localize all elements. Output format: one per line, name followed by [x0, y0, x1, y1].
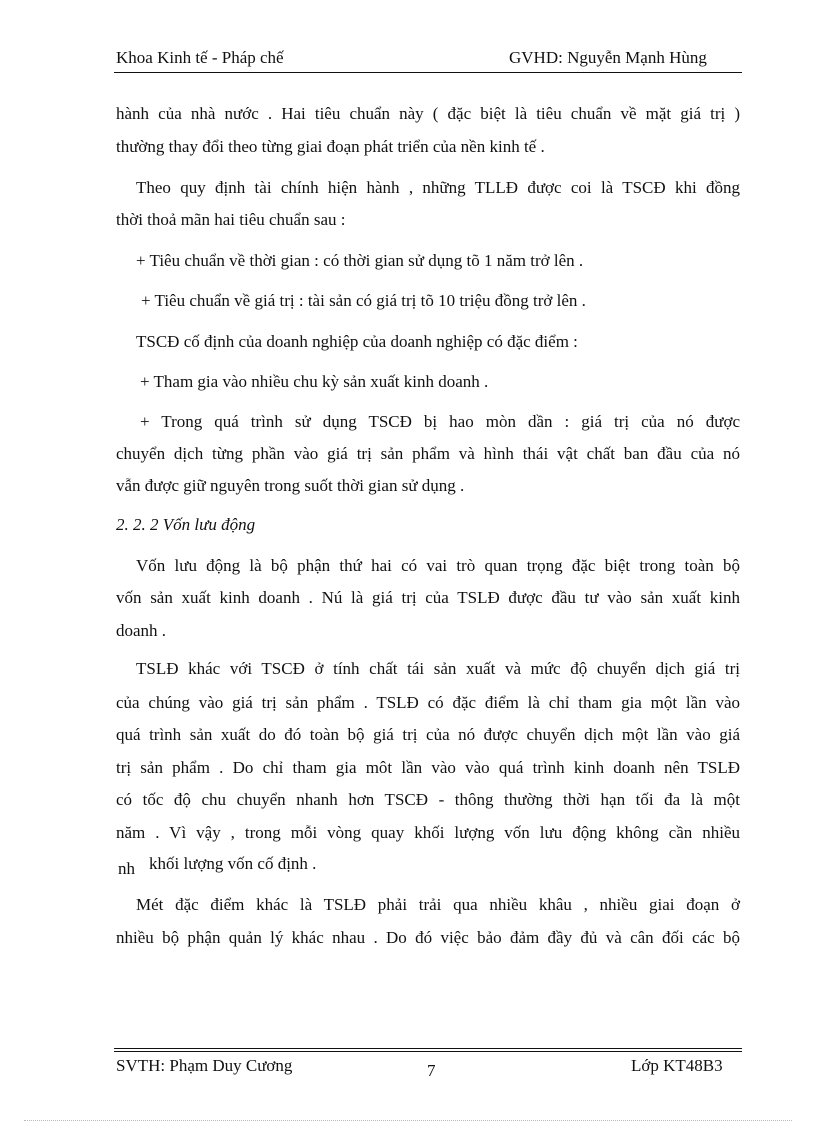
bullet-line: + Tham gia vào nhiều chu kỳ sản xuất kinh doanh .	[140, 372, 489, 391]
header-left: Khoa Kinh tế - Pháp chế	[116, 48, 284, 67]
paragraph-line: thường thay đổi theo từng giai đoạn phát triển của nền kinh tế .	[116, 137, 545, 156]
paragraph-line: thời thoả mãn hai tiêu chuẩn sau :	[116, 210, 346, 229]
text-fragment: nh	[118, 859, 135, 878]
page-number: 7	[427, 1061, 436, 1080]
paragraph-line: quá trình sản xuất do đó toàn bộ giá trị của nó được chuyển dịch một lần vào giá	[116, 725, 740, 744]
bullet-line: + Tiêu chuẩn về giá trị : tài sản có giá trị tõ 10 triệu đồng trở lên .	[141, 291, 586, 310]
paragraph-line: TSCĐ cố định của doanh nghiệp của doanh nghiệp có đặc điểm :	[136, 332, 578, 351]
paragraph-line: khối lượng vốn cố định .	[149, 854, 317, 873]
footer-rule	[114, 1048, 742, 1049]
paragraph-line: của chúng vào giá trị sản phẩm . TSLĐ có đặc điểm là chỉ tham gia một lần vào	[116, 693, 740, 712]
page-edge-dots	[24, 1120, 792, 1121]
footer-right: Lớp KT48B3	[631, 1056, 723, 1075]
paragraph-line: trị sản phẩm . Do chỉ tham gia môt lần vào vào quá trình kinh doanh nên TSLĐ	[116, 758, 740, 777]
paragraph-line: doanh .	[116, 621, 167, 640]
paragraph-line: Theo quy định tài chính hiện hành , những TLLĐ được coi là TSCĐ khi đồng	[136, 178, 740, 197]
paragraph-line: vốn sản xuất kinh doanh . Nú là giá trị của TSLĐ được đầu tư vào sản xuất kinh	[116, 588, 740, 607]
section-heading: 2. 2. 2 Vốn lưu động	[116, 515, 256, 534]
header-rule	[114, 72, 742, 73]
paragraph-line: Vốn lưu động là bộ phận thứ hai có vai trò quan trọng đặc biệt trong toàn bộ	[136, 556, 740, 575]
paragraph-line: hành của nhà nước . Hai tiêu chuẩn này ( đặc biệt là tiêu chuẩn về mặt giá trị )	[116, 104, 740, 123]
bullet-line: + Tiêu chuẩn về thời gian : có thời gian sử dụng tõ 1 năm trở lên .	[136, 251, 584, 270]
paragraph-line: có tốc độ chu chuyển nhanh hơn TSCĐ - thông thường thời hạn tối đa là một	[116, 790, 740, 809]
header-right: GVHD: Nguyễn Mạnh Hùng	[509, 48, 707, 67]
footer-rule	[114, 1051, 742, 1052]
footer-left: SVTH: Phạm Duy Cương	[116, 1056, 293, 1075]
paragraph-line: nhiều bộ phận quản lý khác nhau . Do đó việc bảo đảm đầy đủ và cân đối các bộ	[116, 928, 740, 947]
paragraph-line: chuyển dịch từng phần vào giá trị sản phẩm và hình thái vật chất ban đầu của nó	[116, 444, 740, 463]
paragraph-line: Mét đặc điểm khác là TSLĐ phải trải qua nhiều khâu , nhiều giai đoạn ở	[136, 895, 740, 914]
paragraph-line: TSLĐ khác với TSCĐ ở tính chất tái sản xuất và mức độ chuyển dịch giá trị	[136, 659, 740, 678]
bullet-line: + Trong quá trình sử dụng TSCĐ bị hao mòn dần : giá trị của nó được	[140, 412, 740, 431]
paragraph-line: năm . Vì vậy , trong mỗi vòng quay khối lượng vốn lưu động không cần nhiều	[116, 823, 740, 842]
paragraph-line: vẫn được giữ nguyên trong suốt thời gian sử dụng .	[116, 476, 465, 495]
